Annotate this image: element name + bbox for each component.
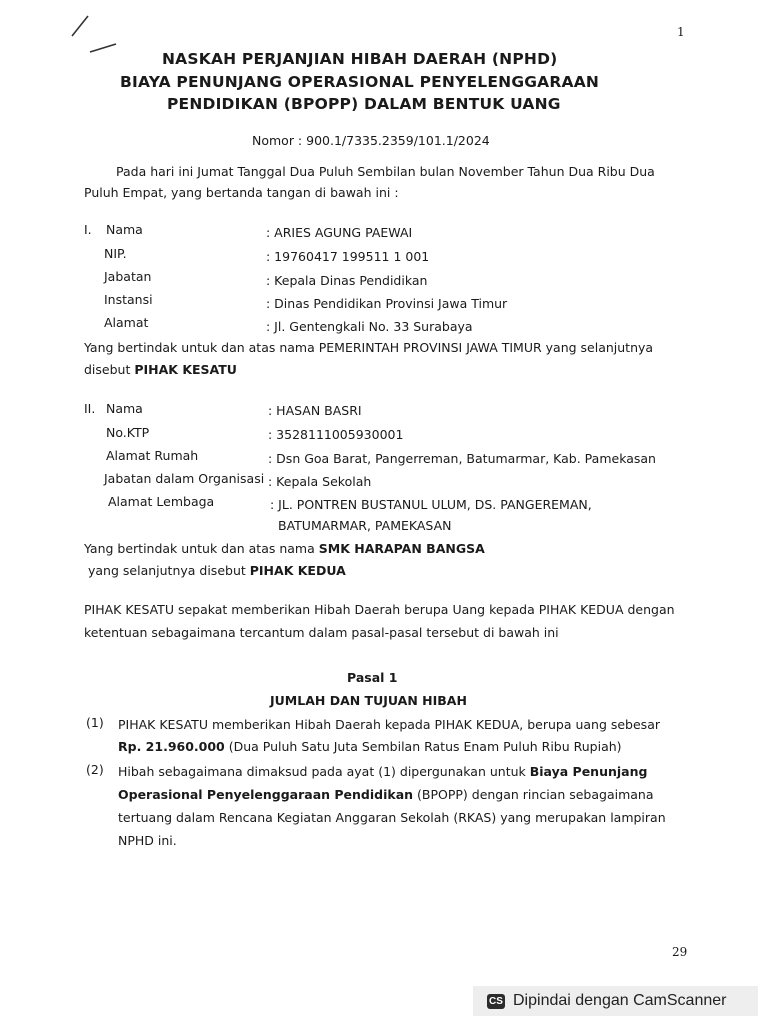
party-one-alamat-label: Alamat [104,315,149,330]
pasal-item-2-line-4: NPHD ini. [118,833,177,848]
title-line-1: NASKAH PERJANJIAN HIBAH DAERAH (NPHD) [162,50,558,68]
page-number-top: 1 [677,25,685,39]
pasal-item-2-line-2 [118,787,654,802]
party-one-acting-line-1: Yang bertindak untuk dan atas nama PEMERINTAH PROVINSI JAWA TIMUR yang selanjutnya [84,340,654,355]
pasal-item-2-number: (2) [86,762,104,777]
pasal-subheading: JUMLAH DAN TUJUAN HIBAH [270,693,467,708]
pasal-item-2-suffix: (BPOPP) dengan rincian sebagaimana [413,787,654,802]
party-one-instansi-value: : Dinas Pendidikan Provinsi Jawa Timur [266,296,508,311]
party-two-home-address-value: : Dsn Goa Barat, Pangerreman, Batumarmar, Kab. Pamekasan [268,451,656,466]
party-one-alamat-value: : Jl. Gentengkali No. 33 Surabaya [266,319,473,334]
pasal-item-2-bold-1: Biaya Penunjang [529,764,648,779]
party-one-numeral: I. [84,222,92,237]
title-line-2: BIAYA PENUNJANG OPERASIONAL PENYELENGGARAAN [120,73,600,91]
party-one-jabatan-value: : Kepala Dinas Pendidikan [266,273,428,288]
pasal-heading: Pasal 1 [347,670,398,685]
agreement-line-1: PIHAK KESATU sepakat memberikan Hibah Daerah berupa Uang kepada PIHAK KEDUA dengan [84,602,675,617]
pasal-item-2-bold-2: Operasional Penyelenggaraan Pendidikan [118,787,414,802]
grant-amount-words: (Dua Puluh Satu Juta Sembilan Ratus Enam Puluh Ribu Rupiah) [224,739,622,754]
party-two-acting-prefix-2: yang selanjutnya disebut [88,563,250,578]
party-two-institution-address-value: : JL. PONTREN BUSTANUL ULUM, DS. PANGEREMAN, [270,497,592,512]
party-two-institution-address-cont: BATUMARMAR, PAMEKASAN [278,518,452,533]
party-two-ktp-label: No.KTP [106,425,150,440]
party-two-institution-address-label: Alamat Lembaga [108,494,215,509]
page-number-bottom: 29 [672,945,688,959]
pasal-item-2-prefix: Hibah sebagaimana dimaksud pada ayat (1) dipergunakan untuk [118,764,530,779]
agreement-line-2: ketentuan sebagaimana tercantum dalam pasal-pasal tersebut di bawah ini [84,625,559,640]
party-two-acting-line-1 [84,541,485,556]
title-line-3: PENDIDIKAN (BPOPP) DALAM BENTUK UANG [167,95,561,113]
party-two-numeral: II. [84,401,96,416]
intro-line-1: Pada hari ini Jumat Tanggal Dua Puluh Sembilan bulan November Tahun Dua Ribu Dua [116,164,655,179]
party-one-name-value: : ARIES AGUNG PAEWAI [266,225,413,240]
paraph-mark [68,12,128,57]
party-two-acting-prefix: Yang bertindak untuk dan atas nama [84,541,319,556]
grant-amount: Rp. 21.960.000 [118,739,225,754]
party-two-acting-line-2 [88,563,346,578]
party-two-position-value: : Kepala Sekolah [268,474,372,489]
scanner-text: Dipindai dengan CamScanner [513,992,727,1009]
pasal-item-1-number: (1) [86,715,104,730]
pasal-item-1-line-1: PIHAK KESATU memberikan Hibah Daerah kepada PIHAK KEDUA, berupa uang sebesar [118,717,660,732]
party-two-designation: PIHAK KEDUA [249,563,346,578]
party-two-ktp-value: : 3528111005930001 [268,427,404,442]
party-one-instansi-label: Instansi [104,292,153,307]
party-one-name-label: Nama [106,222,143,237]
party-two-home-address-label: Alamat Rumah [106,448,199,463]
party-one-acting-line-2 [84,362,237,377]
party-one-nip-value: : 19760417 199511 1 001 [266,249,430,264]
party-one-acting-prefix: disebut [84,362,135,377]
party-one-designation: PIHAK KESATU [134,362,237,377]
party-one-jabatan-label: Jabatan [104,269,152,284]
camscanner-icon: CS [487,994,505,1009]
pasal-item-2-line-1 [118,764,647,779]
pasal-item-2-line-3: tertuang dalam Rencana Kegiatan Anggaran Sekolah (RKAS) yang merupakan lampiran [118,810,666,825]
party-two-school-name: SMK HARAPAN BANGSA [318,541,485,556]
party-two-name-value: : HASAN BASRI [268,403,362,418]
party-one-nip-label: NIP. [104,246,127,261]
party-two-name-label: Nama [106,401,143,416]
intro-line-2: Puluh Empat, yang bertanda tangan di bawah ini : [84,185,399,200]
document-number: Nomor : 900.1/7335.2359/101.1/2024 [252,133,490,148]
party-two-position-label: Jabatan dalam Organisasi [104,471,265,486]
pasal-item-1-line-2 [118,739,622,754]
scanner-watermark [473,986,758,1016]
